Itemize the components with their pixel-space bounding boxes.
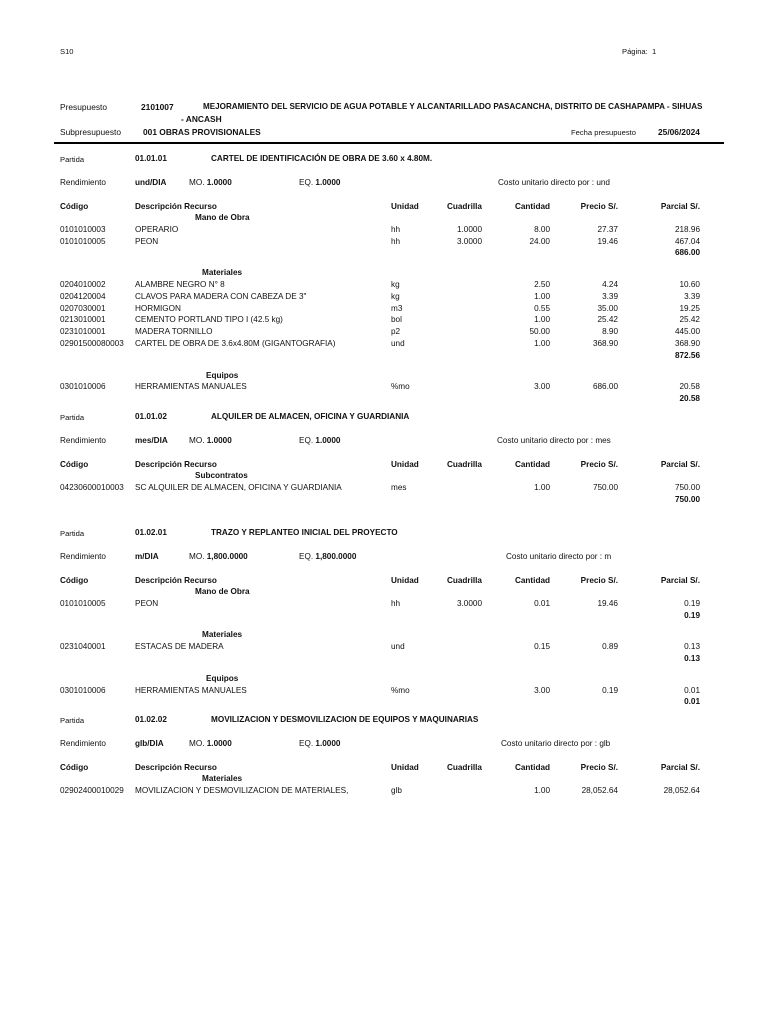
col-cuadrilla: Cuadrilla bbox=[446, 202, 482, 211]
subtotal-value: 0.01 bbox=[684, 697, 700, 707]
cell-desc: ALAMBRE NEGRO N° 8 bbox=[135, 280, 225, 289]
col-precio: Precio S/. bbox=[580, 460, 618, 469]
cell-precio: 0.89 bbox=[602, 642, 618, 652]
resource-row bbox=[60, 599, 700, 611]
page-number: 1 bbox=[652, 47, 657, 56]
cell-code: 0101010005 bbox=[60, 598, 106, 608]
cell-cant: 3.00 bbox=[534, 382, 550, 392]
resource-row bbox=[60, 315, 700, 327]
partida-title: ALQUILER DE ALMACEN, OFICINA Y GUARDIANIA bbox=[211, 412, 410, 421]
subtotal-value: 750.00 bbox=[674, 494, 700, 504]
cell-parcial: 750.00 bbox=[674, 482, 700, 492]
cell-desc: CLAVOS PARA MADERA CON CABEZA DE 3" bbox=[135, 291, 307, 301]
subtotal-value: 872.56 bbox=[674, 350, 700, 360]
group-title bbox=[60, 213, 700, 225]
partida-label: Partida bbox=[60, 155, 85, 164]
col-cantidad: Cantidad bbox=[514, 202, 550, 211]
group-title bbox=[60, 774, 700, 786]
col-codigo: Código bbox=[60, 460, 89, 469]
group-subtotal bbox=[60, 394, 700, 406]
cell-precio: 28,052.64 bbox=[581, 785, 618, 795]
costo-unitario bbox=[498, 178, 610, 187]
cell-parcial: 3.39 bbox=[684, 291, 700, 301]
col-codigo: Código bbox=[60, 202, 89, 211]
cell-unit: kg bbox=[391, 291, 400, 301]
group-name: Equipos bbox=[206, 673, 239, 683]
cell-code: 0204010002 bbox=[60, 280, 106, 289]
col-precio: Precio S/. bbox=[580, 576, 618, 585]
cell-parcial: 0.19 bbox=[684, 598, 700, 608]
mo-value: 1,800.0000 bbox=[206, 552, 248, 561]
partida-title: TRAZO Y REPLANTEO INICIAL DEL PROYECTO bbox=[211, 528, 398, 537]
col-cantidad: Cantidad bbox=[514, 460, 550, 469]
rendimiento-label: Rendimiento bbox=[60, 178, 106, 187]
resource-row bbox=[60, 339, 700, 351]
eq-field bbox=[299, 436, 340, 445]
cell-code: 0204120004 bbox=[60, 291, 106, 301]
cell-precio: 368.90 bbox=[592, 339, 618, 348]
cell-cant: 1.00 bbox=[534, 339, 550, 348]
cell-code: 0207030001 bbox=[60, 303, 106, 313]
cell-cant: 1.00 bbox=[534, 785, 550, 795]
resource-row bbox=[60, 304, 700, 316]
col-unidad: Unidad bbox=[391, 460, 419, 469]
resource-row bbox=[60, 280, 700, 292]
cell-unit: bol bbox=[391, 315, 402, 325]
cell-desc: HERRAMIENTAS MANUALES bbox=[135, 685, 247, 695]
col-precio: Precio S/. bbox=[580, 202, 618, 211]
cell-precio: 3.39 bbox=[602, 291, 618, 301]
col-unidad: Unidad bbox=[391, 202, 419, 211]
cell-desc: CARTEL DE OBRA DE 3.6x4.80M (GIGANTOGRAFIA) bbox=[135, 339, 336, 348]
cell-precio: 0.19 bbox=[602, 685, 618, 695]
cell-code: 0231040001 bbox=[60, 642, 106, 652]
cell-code: 04230600010003 bbox=[60, 482, 124, 492]
rendimiento-label: Rendimiento bbox=[60, 552, 106, 561]
cell-code: 0301010006 bbox=[60, 382, 106, 392]
group-subtotal bbox=[60, 351, 700, 363]
col-codigo: Código bbox=[60, 576, 89, 585]
cell-cant: 24.00 bbox=[529, 236, 550, 246]
resource-row bbox=[60, 225, 700, 237]
subtotal-value: 20.58 bbox=[679, 394, 700, 404]
eq-value: 1.0000 bbox=[315, 178, 341, 187]
cell-desc: MOVILIZACION Y DESMOVILIZACION DE MATERIALES, bbox=[135, 785, 349, 795]
cell-cant: 1.00 bbox=[534, 291, 550, 301]
group-subtotal bbox=[60, 495, 700, 507]
cell-parcial: 218.96 bbox=[674, 224, 700, 234]
eq-label: EQ. bbox=[299, 436, 314, 445]
resource-row bbox=[60, 686, 700, 698]
eq-value: 1.0000 bbox=[315, 436, 341, 445]
group-name: Materiales bbox=[202, 774, 243, 783]
fecha-label: Fecha presupuesto bbox=[571, 128, 637, 137]
resource-row bbox=[60, 327, 700, 339]
col-unidad: Unidad bbox=[391, 576, 419, 585]
cell-precio: 750.00 bbox=[592, 482, 618, 492]
mo-label: MO. bbox=[189, 178, 205, 187]
presupuesto-code: 2101007 bbox=[141, 102, 174, 112]
eq-value: 1,800.0000 bbox=[315, 552, 357, 561]
cell-code: 0101010005 bbox=[60, 236, 106, 246]
mo-value: 1.0000 bbox=[206, 436, 232, 445]
eq-label: EQ. bbox=[299, 178, 314, 187]
cell-cuad: 3.0000 bbox=[456, 236, 482, 246]
col-descripcion: Descripción Recurso bbox=[135, 460, 217, 469]
cell-precio: 19.46 bbox=[597, 598, 618, 608]
header-rule bbox=[54, 142, 724, 144]
cell-desc: PEON bbox=[135, 236, 159, 246]
cell-precio: 4.24 bbox=[602, 280, 618, 289]
costo-unitario bbox=[501, 739, 610, 748]
costo-unitario bbox=[497, 436, 611, 445]
subtotal-value: 686.00 bbox=[674, 248, 700, 258]
cell-desc: CEMENTO PORTLAND TIPO I (42.5 kg) bbox=[135, 315, 283, 325]
cell-desc: MADERA TORNILLO bbox=[135, 327, 213, 337]
resource-row bbox=[60, 642, 700, 654]
mo-label: MO. bbox=[189, 436, 205, 445]
cell-unit: hh bbox=[391, 598, 401, 608]
cell-unit: und bbox=[391, 642, 405, 652]
cell-unit: p2 bbox=[391, 327, 401, 337]
cell-parcial: 20.58 bbox=[679, 382, 700, 392]
col-cuadrilla: Cuadrilla bbox=[446, 576, 482, 585]
cell-precio: 19.46 bbox=[597, 236, 618, 246]
fecha-value: 25/06/2024 bbox=[658, 127, 700, 137]
col-parcial: Parcial S/. bbox=[660, 576, 700, 585]
cell-desc: HORMIGON bbox=[135, 303, 181, 313]
subtotal-value: 0.19 bbox=[684, 610, 700, 620]
col-parcial: Parcial S/. bbox=[660, 460, 700, 469]
cell-precio: 25.42 bbox=[597, 315, 618, 325]
col-descripcion: Descripción Recurso bbox=[135, 202, 217, 211]
partida-label: Partida bbox=[60, 413, 85, 422]
group-title bbox=[60, 371, 700, 383]
resource-row bbox=[60, 483, 700, 495]
cell-code: 02901500080003 bbox=[60, 339, 124, 348]
cell-desc: HERRAMIENTAS MANUALES bbox=[135, 382, 247, 392]
cell-unit: %mo bbox=[391, 382, 410, 392]
cell-precio: 35.00 bbox=[597, 303, 618, 313]
cell-parcial: 28,052.64 bbox=[663, 785, 700, 795]
cell-cant: 2.50 bbox=[534, 280, 550, 289]
eq-value: 1.0000 bbox=[315, 739, 341, 748]
software-label: S10 bbox=[60, 47, 74, 56]
costo-label: Costo unitario directo por : bbox=[498, 178, 595, 187]
mo-field bbox=[189, 552, 248, 561]
costo-unit: und bbox=[596, 178, 610, 187]
cell-unit: m3 bbox=[391, 303, 403, 313]
cell-cant: 8.00 bbox=[534, 224, 550, 234]
col-cuadrilla: Cuadrilla bbox=[446, 460, 482, 469]
cell-cant: 0.01 bbox=[534, 598, 550, 608]
presupuesto-label: Presupuesto bbox=[60, 102, 108, 112]
partida-code: 01.01.02 bbox=[135, 412, 167, 421]
cell-cuad: 3.0000 bbox=[456, 598, 482, 608]
resource-row bbox=[60, 292, 700, 304]
cell-cant: 3.00 bbox=[534, 685, 550, 695]
partida-label: Partida bbox=[60, 716, 85, 725]
cell-parcial: 19.25 bbox=[679, 303, 700, 313]
resource-row bbox=[60, 786, 700, 798]
group-title bbox=[60, 268, 700, 280]
group-name: Subcontratos bbox=[195, 471, 248, 480]
mo-field bbox=[189, 436, 232, 445]
cell-parcial: 10.60 bbox=[679, 280, 700, 289]
cell-cuad: 1.0000 bbox=[456, 224, 482, 234]
cell-cant: 1.00 bbox=[534, 315, 550, 325]
group-subtotal bbox=[60, 654, 700, 666]
cell-parcial: 445.00 bbox=[674, 327, 700, 337]
partida-code: 01.02.02 bbox=[135, 715, 167, 724]
col-descripcion: Descripción Recurso bbox=[135, 763, 217, 772]
resource-row bbox=[60, 382, 700, 394]
costo-label: Costo unitario directo por : bbox=[497, 436, 594, 445]
resource-row bbox=[60, 237, 700, 249]
page-label-text: Página: bbox=[622, 47, 648, 56]
rendimiento-unit: glb/DIA bbox=[135, 739, 164, 748]
cell-code: 0231010001 bbox=[60, 327, 106, 337]
mo-value: 1.0000 bbox=[206, 739, 232, 748]
cell-unit: hh bbox=[391, 236, 401, 246]
cell-parcial: 0.01 bbox=[684, 685, 700, 695]
mo-field bbox=[189, 739, 232, 748]
subtotal-value: 0.13 bbox=[684, 654, 700, 663]
cell-cant: 0.55 bbox=[534, 303, 550, 313]
mo-label: MO. bbox=[189, 739, 205, 748]
cell-parcial: 0.13 bbox=[684, 642, 700, 652]
rendimiento-unit: mes/DIA bbox=[135, 436, 168, 445]
group-title bbox=[60, 471, 700, 483]
costo-unit: mes bbox=[595, 436, 611, 445]
subpresupuesto-value: 001 OBRAS PROVISIONALES bbox=[143, 127, 261, 137]
mo-label: MO. bbox=[189, 552, 205, 561]
costo-label: Costo unitario directo por : bbox=[501, 739, 598, 748]
col-unidad: Unidad bbox=[391, 763, 419, 772]
group-subtotal bbox=[60, 697, 700, 709]
cell-desc: OPERARIO bbox=[135, 224, 179, 234]
cell-cant: 50.00 bbox=[529, 327, 550, 337]
group-subtotal bbox=[60, 611, 700, 623]
eq-label: EQ. bbox=[299, 552, 314, 561]
group-subtotal bbox=[60, 248, 700, 260]
cell-code: 0301010006 bbox=[60, 685, 106, 695]
col-cantidad: Cantidad bbox=[514, 576, 550, 585]
costo-unitario bbox=[506, 552, 611, 561]
cell-code: 0101010003 bbox=[60, 224, 106, 234]
mo-value: 1.0000 bbox=[206, 178, 232, 187]
cell-desc: SC ALQUILER DE ALMACEN, OFICINA Y GUARDIANIA bbox=[135, 482, 342, 492]
partida-title: MOVILIZACION Y DESMOVILIZACION DE EQUIPOS Y MAQUINARIAS bbox=[211, 715, 479, 724]
cell-code: 02902400010029 bbox=[60, 785, 124, 795]
col-cantidad: Cantidad bbox=[514, 763, 550, 772]
partida-title: CARTEL DE IDENTIFICACIÓN DE OBRA DE 3.60 x 4.80M. bbox=[211, 154, 433, 163]
presupuesto-title: MEJORAMIENTO DEL SERVICIO DE AGUA POTABLE Y ALCANTARILLADO PASACANCHA, DISTRITO DE CASHAPAMPA - SIHUAS bbox=[203, 102, 703, 111]
cell-desc: ESTACAS DE MADERA bbox=[135, 642, 224, 652]
presupuesto-title-cont: - ANCASH bbox=[181, 114, 222, 124]
cell-precio: 8.90 bbox=[602, 327, 618, 337]
costo-unit: glb bbox=[599, 739, 611, 748]
rendimiento-unit: m/DIA bbox=[135, 552, 159, 561]
cell-unit: mes bbox=[391, 482, 407, 492]
eq-field bbox=[299, 552, 356, 561]
partida-label: Partida bbox=[60, 529, 85, 538]
col-parcial: Parcial S/. bbox=[660, 763, 700, 772]
col-codigo: Código bbox=[60, 763, 89, 772]
cell-code: 0213010001 bbox=[60, 315, 106, 325]
eq-field bbox=[299, 178, 340, 187]
cell-unit: hh bbox=[391, 224, 401, 234]
group-name: Mano de Obra bbox=[195, 213, 250, 222]
group-name: Materiales bbox=[202, 268, 243, 278]
rendimiento-label: Rendimiento bbox=[60, 436, 106, 445]
eq-label: EQ. bbox=[299, 739, 314, 748]
group-name: Materiales bbox=[202, 630, 243, 640]
group-title bbox=[60, 674, 700, 686]
group-title bbox=[60, 630, 700, 642]
col-descripcion: Descripción Recurso bbox=[135, 576, 217, 585]
eq-field bbox=[299, 739, 340, 748]
costo-label: Costo unitario directo por : bbox=[506, 552, 603, 561]
col-cuadrilla: Cuadrilla bbox=[446, 763, 482, 772]
cell-precio: 27.37 bbox=[597, 224, 618, 234]
cell-parcial: 368.90 bbox=[674, 339, 700, 348]
cell-parcial: 467.04 bbox=[674, 236, 700, 246]
cell-unit: %mo bbox=[391, 685, 410, 695]
subpresupuesto-label: Subpresupuesto bbox=[60, 127, 121, 137]
costo-unit: m bbox=[604, 552, 612, 561]
partida-code: 01.01.01 bbox=[135, 154, 167, 163]
rendimiento-label: Rendimiento bbox=[60, 739, 106, 748]
group-title bbox=[60, 587, 700, 599]
cell-cant: 0.15 bbox=[534, 642, 550, 652]
cell-desc: PEON bbox=[135, 598, 159, 608]
partida-code: 01.02.01 bbox=[135, 528, 167, 537]
cell-unit: kg bbox=[391, 280, 400, 289]
page-label bbox=[622, 47, 656, 56]
cell-cant: 1.00 bbox=[534, 482, 550, 492]
rendimiento-unit: und/DIA bbox=[135, 178, 167, 187]
col-parcial: Parcial S/. bbox=[660, 202, 700, 211]
cell-unit: glb bbox=[391, 785, 402, 795]
col-precio: Precio S/. bbox=[580, 763, 618, 772]
cell-parcial: 25.42 bbox=[679, 315, 700, 325]
cell-unit: und bbox=[391, 339, 405, 348]
cell-precio: 686.00 bbox=[592, 382, 618, 392]
group-name: Mano de Obra bbox=[195, 587, 250, 596]
group-name: Equipos bbox=[206, 370, 239, 380]
mo-field bbox=[189, 178, 232, 187]
